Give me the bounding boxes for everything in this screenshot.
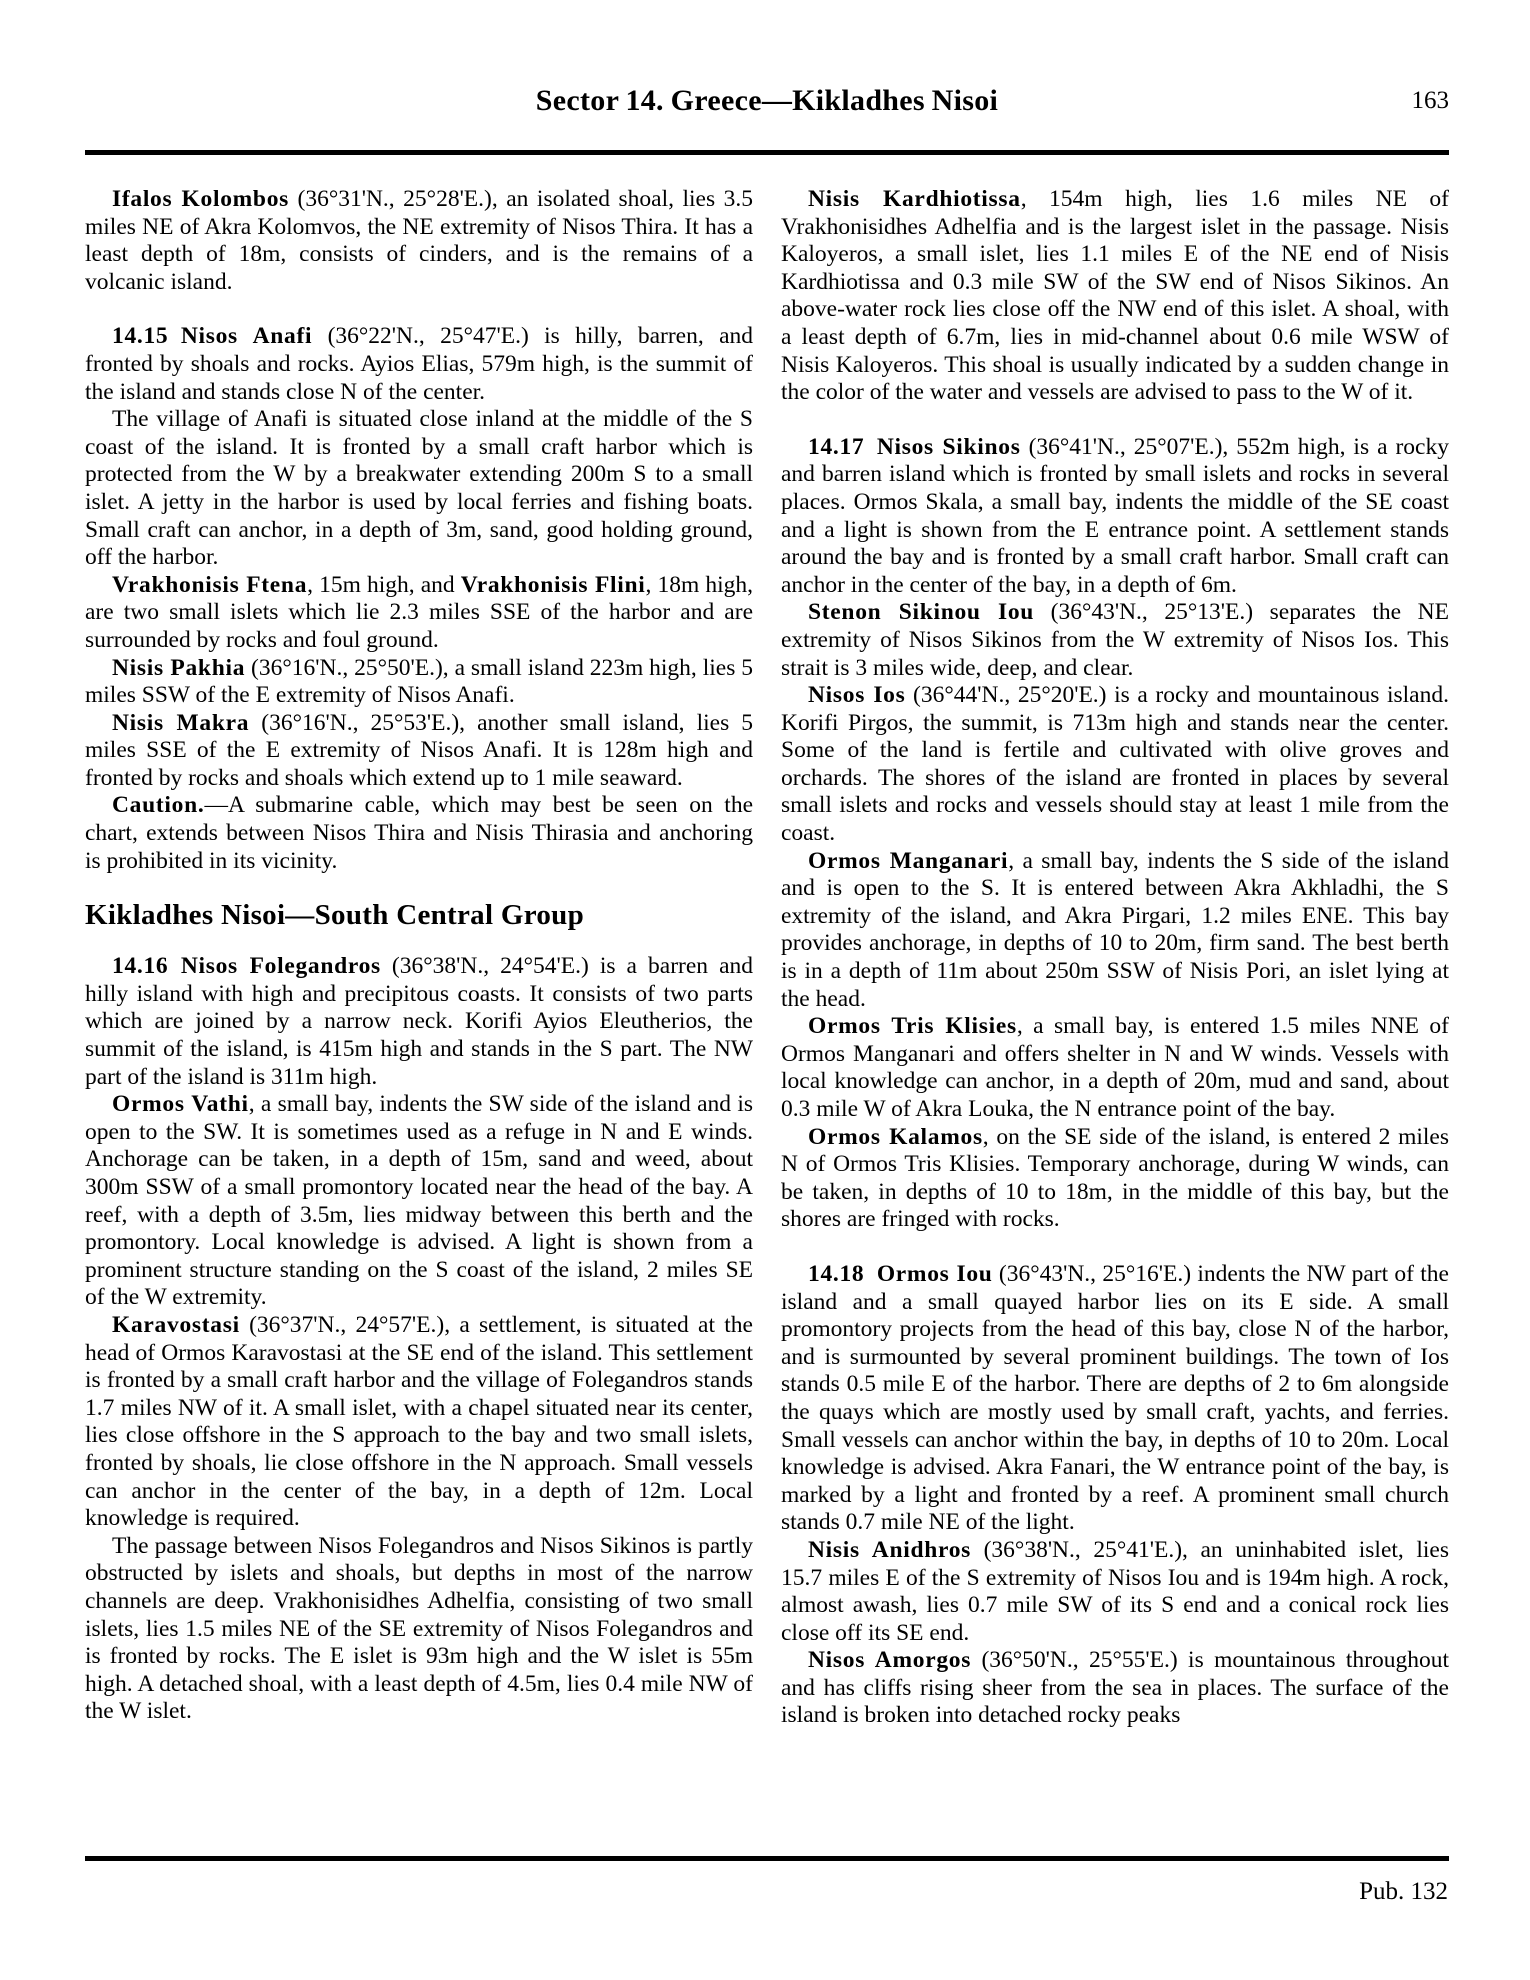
feature-name: Nisis Kardhiotissa [808, 186, 1021, 212]
feature-name: Vrakhonisis Flini [460, 571, 646, 598]
body-text: (36°43'N., 25°16'E.) indents the NW part of the island and a small quayed harbor lies on its E side. A small promontory projects from the head of this bay, close N of the harbor, and is surmounted by several prominent buildings. The town of Ios stands 0.5 mile E of the harbor. There are depths of 2 to 6m alongside the quays which are mostly used by small craft, yachts, and ferries. Small vessels can anchor within the bay, in depths of 10 to 20m. Local knowledge is advised. Akra Fanari, the W entrance point of the bay, is marked by a light and fronted by a reef. A prominent small church stands 0.7 mile NE of the light. [781, 1260, 1449, 1536]
paragraph [781, 186, 1449, 407]
column-left [85, 186, 753, 1726]
body-text: —A submarine cable, which may best be seen on the chart, extends between Nisos Thira and Nisis Thirasia and anchoring is prohibited in its vicinity. [85, 792, 753, 874]
body-text: , a small bay, is entered 1.5 miles NNE of Ormos Manganari and offers shelter in N and W winds. Vessels with local knowledge can anchor, in a depth of 20m, mud and sand, about 0.3 mile W of Akra Louka, the N entrance point of the bay. [781, 1013, 1449, 1122]
body-text: (36°31'N., 25°28'E.), an isolated shoal, lies 3.5 miles NE of Akra Kolomvos, the NE extremity of Nisos Thira. It has a least depth of 18m, consists of cinders, and is the remains of a volcanic island. [85, 186, 753, 295]
feature-name: Ormos Vathi [112, 1091, 249, 1118]
column-right [781, 186, 1449, 1730]
feature-name: 14.15 Nisos Anafi [112, 323, 313, 350]
body-text: , 18m high, are two small islets which lie 2.3 miles SSE of the harbor and are surrounded by rocks and foul ground. [85, 571, 753, 653]
paragraph [85, 1312, 753, 1533]
feature-name: Stenon Sikinou Iou [808, 599, 1035, 626]
paragraph [85, 1533, 753, 1726]
section-heading: Kikladhes Nisoi—South Central Group [85, 899, 585, 932]
body-text: (36°38'N., 24°54'E.) is a barren and hilly island with high and precipitous coasts. It consists of two parts which are joined by a narrow neck. Korifi Ayios Eleutherios, the summit of the island, is 415m high and stands in the S part. The NW part of the island is 311m high. [85, 953, 753, 1090]
body-text: (36°37'N., 24°57'E.), a settlement, is situated at the head of Ormos Karavostasi at the SE end of the island. This settlement is fronted by a small craft harbor and the village of Folegandros stands 1.7 miles NW of it. A small islet, with a chapel situated near its center, lies close offshore in the S approach to the bay and two small islets, fronted by shoals, lie close offshore in the N approach. Small vessels can anchor in the center of the bay, in a depth of 12m. Local knowledge is required. [85, 1311, 753, 1532]
feature-name: Nisis Pakhia [112, 654, 246, 681]
body-text: , on the SE side of the island, is entered 2 miles N of Ormos Tris Klisies. Temporary anchorage, during W winds, can be taken, in depths of 10 to 18m, in the middle of this bay, but the shores are fringed with rocks. [781, 1123, 1450, 1233]
body-text: , 15m high, and [307, 571, 461, 598]
body-text: (36°43'N., 25°13'E.) separates the NE extremity of Nisos Sikinos from the W extremity of Nisos Ios. This strait is 3 miles wide, deep, and clear. [781, 599, 1449, 681]
page-number: 163 [1411, 87, 1449, 114]
paragraph [781, 434, 1449, 600]
feature-name: Ormos Kalamos [808, 1123, 983, 1150]
page-title: Sector 14. Greece—Kikladhes Nisoi [535, 84, 999, 117]
body-text: , 154m high, lies 1.6 miles NE of Vrakhonisidhes Adhelfia and is the largest islet in the passage. Nisis Kaloyeros, a small islet, lies 1.1 miles E of the NE end of Nisis Kardhiotissa and 0.3 mile SW of the SW end of Nisos Sikinos. An above-water rock lies close off the NW end of this islet. A shoal, with a least depth of 6.7m, lies in mid-channel about 0.6 mile WSW of Nisis Kaloyeros. This shoal is usually indicated by a sudden change in the color of the water and vessels are advised to pass to the W of it. [781, 186, 1449, 406]
feature-name: 14.18 Ormos Iou [808, 1260, 993, 1287]
body-text: (36°44'N., 25°20'E.) is a rocky and mountainous island. Korifi Pirgos, the summit, is 713m high and stands near the center. Some of the land is fertile and cultivated with olive groves and orchards. The shores of the island are fronted in places by several small islets and rocks and vessels should stay at least 1 mile from the coast. [781, 682, 1449, 847]
body-text: (36°50'N., 25°55'E.) is mountainous throughout and has cliffs rising sheer from the sea in places. The surface of the island is broken into detached rocky peaks [781, 1647, 1450, 1729]
paragraph [85, 953, 753, 1091]
feature-name: Vrakhonisis Ftena [112, 571, 308, 598]
paragraph [85, 1091, 753, 1312]
page-header [85, 84, 1449, 118]
feature-name: Karavostasi [112, 1311, 240, 1338]
paragraph [85, 406, 753, 572]
paragraph [85, 655, 753, 710]
feature-name: Caution. [112, 792, 205, 819]
paragraph [85, 186, 753, 296]
paragraph [781, 599, 1449, 682]
paragraph [85, 710, 753, 793]
feature-name: 14.16 Nisos Folegandros [112, 953, 381, 980]
feature-name: Nisos Amorgos [808, 1647, 972, 1674]
body-text: The village of Anafi is situated close inland at the middle of the S coast of the island. It is fronted by a small craft harbor which is protected from the W by a breakwater extending 200m S to a small islet. A jetty in the harbor is used by local ferries and fishing boats. Small craft can anchor, in a depth of 3m, sand, good holding ground, off the harbor. [85, 406, 753, 571]
feature-name: Ifalos Kolombos [112, 186, 289, 212]
paragraph [781, 1261, 1449, 1537]
paragraph [781, 1647, 1449, 1730]
body-text: (36°16'N., 25°53'E.), another small island, lies 5 miles SSE of the E extremity of Nisos Anafi. It is 128m high and fronted by rocks and shoals which extend up to 1 mile seaward. [85, 709, 754, 791]
feature-name: 14.17 Nisos Sikinos [808, 433, 1021, 460]
body-text: (36°16'N., 25°50'E.), a small island 223m high, lies 5 miles SSW of the E extremity of Nisos Anafi. [85, 654, 753, 709]
paragraph [781, 1013, 1449, 1123]
body-text: , a small bay, indents the SW side of the island and is open to the SW. It is sometimes used as a refuge in N and E winds. Anchorage can be taken, in a depth of 15m, sand and weed, about 300m SSW of a small promontory located near the head of the bay. A reef, with a depth of 3.5m, lies midway between this berth and the promontory. Local knowledge is advised. A light is shown from a prominent structure standing on the S coast of the island, 2 miles SE of the W extremity. [85, 1091, 753, 1311]
body-text: (36°41'N., 25°07'E.), 552m high, is a rocky and barren island which is fronted by small islets and rocks in several places. Ormos Skala, a small bay, indents the middle of the SE coast and a light is shown from the E entrance point. A settlement stands around the bay and is fronted by a small craft harbor. Small craft can anchor in the center of the bay, in a depth of 6m. [781, 433, 1449, 598]
paragraph [781, 1537, 1449, 1647]
paragraph [781, 682, 1449, 848]
paragraph [781, 1124, 1449, 1234]
body-text: (36°38'N., 25°41'E.), an uninhabited islet, lies 15.7 miles E of the S extremity of Nisos Iou and is 194m high. A rock, almost awash, lies 0.7 mile SW of its S end and a conical rock lies close off its SE end. [781, 1536, 1449, 1646]
header-rule [85, 150, 1449, 155]
feature-name: Nisis Anidhros [808, 1536, 972, 1563]
paragraph [85, 792, 753, 875]
footer-rule [85, 1856, 1449, 1861]
paragraph [85, 572, 753, 655]
feature-name: Ormos Manganari [808, 847, 1009, 874]
publication-number: Pub. 132 [1359, 1878, 1448, 1905]
body-text: (36°22'N., 25°47'E.) is hilly, barren, and fronted by shoals and rocks. Ayios Elias, 579m high, is the summit of the island and stands close N of the center. [85, 323, 753, 405]
body-text: The passage between Nisos Folegandros and Nisos Sikinos is partly obstructed by islets and shoals, but depths in most of the narrow channels are deep. Vrakhonisidhes Adhelfia, consisting of two small islets, lies 1.5 miles NE of the SE extremity of Nisos Folegandros and is fronted by rocks. The E islet is 93m high and the W islet is 55m high. A detached shoal, with a least depth of 4.5m, lies 0.4 mile NW of the W islet. [85, 1532, 753, 1725]
paragraph [85, 323, 753, 406]
body-text: , a small bay, indents the S side of the island and is open to the S. It is entered between Akra Akhladhi, the S extremity of the island, and Akra Pirgari, 1.2 miles ENE. This bay provides anchorage, in depths of 10 to 20m, firm sand. The best berth is in a depth of 11m about 250m SSW of Nisis Pori, an islet lying at the head. [781, 847, 1449, 1012]
feature-name: Nisis Makra [112, 709, 250, 736]
text-columns [85, 186, 1449, 1730]
paragraph [781, 848, 1449, 1014]
feature-name: Nisos Ios [808, 682, 906, 709]
feature-name: Ormos Tris Klisies [808, 1013, 1017, 1040]
